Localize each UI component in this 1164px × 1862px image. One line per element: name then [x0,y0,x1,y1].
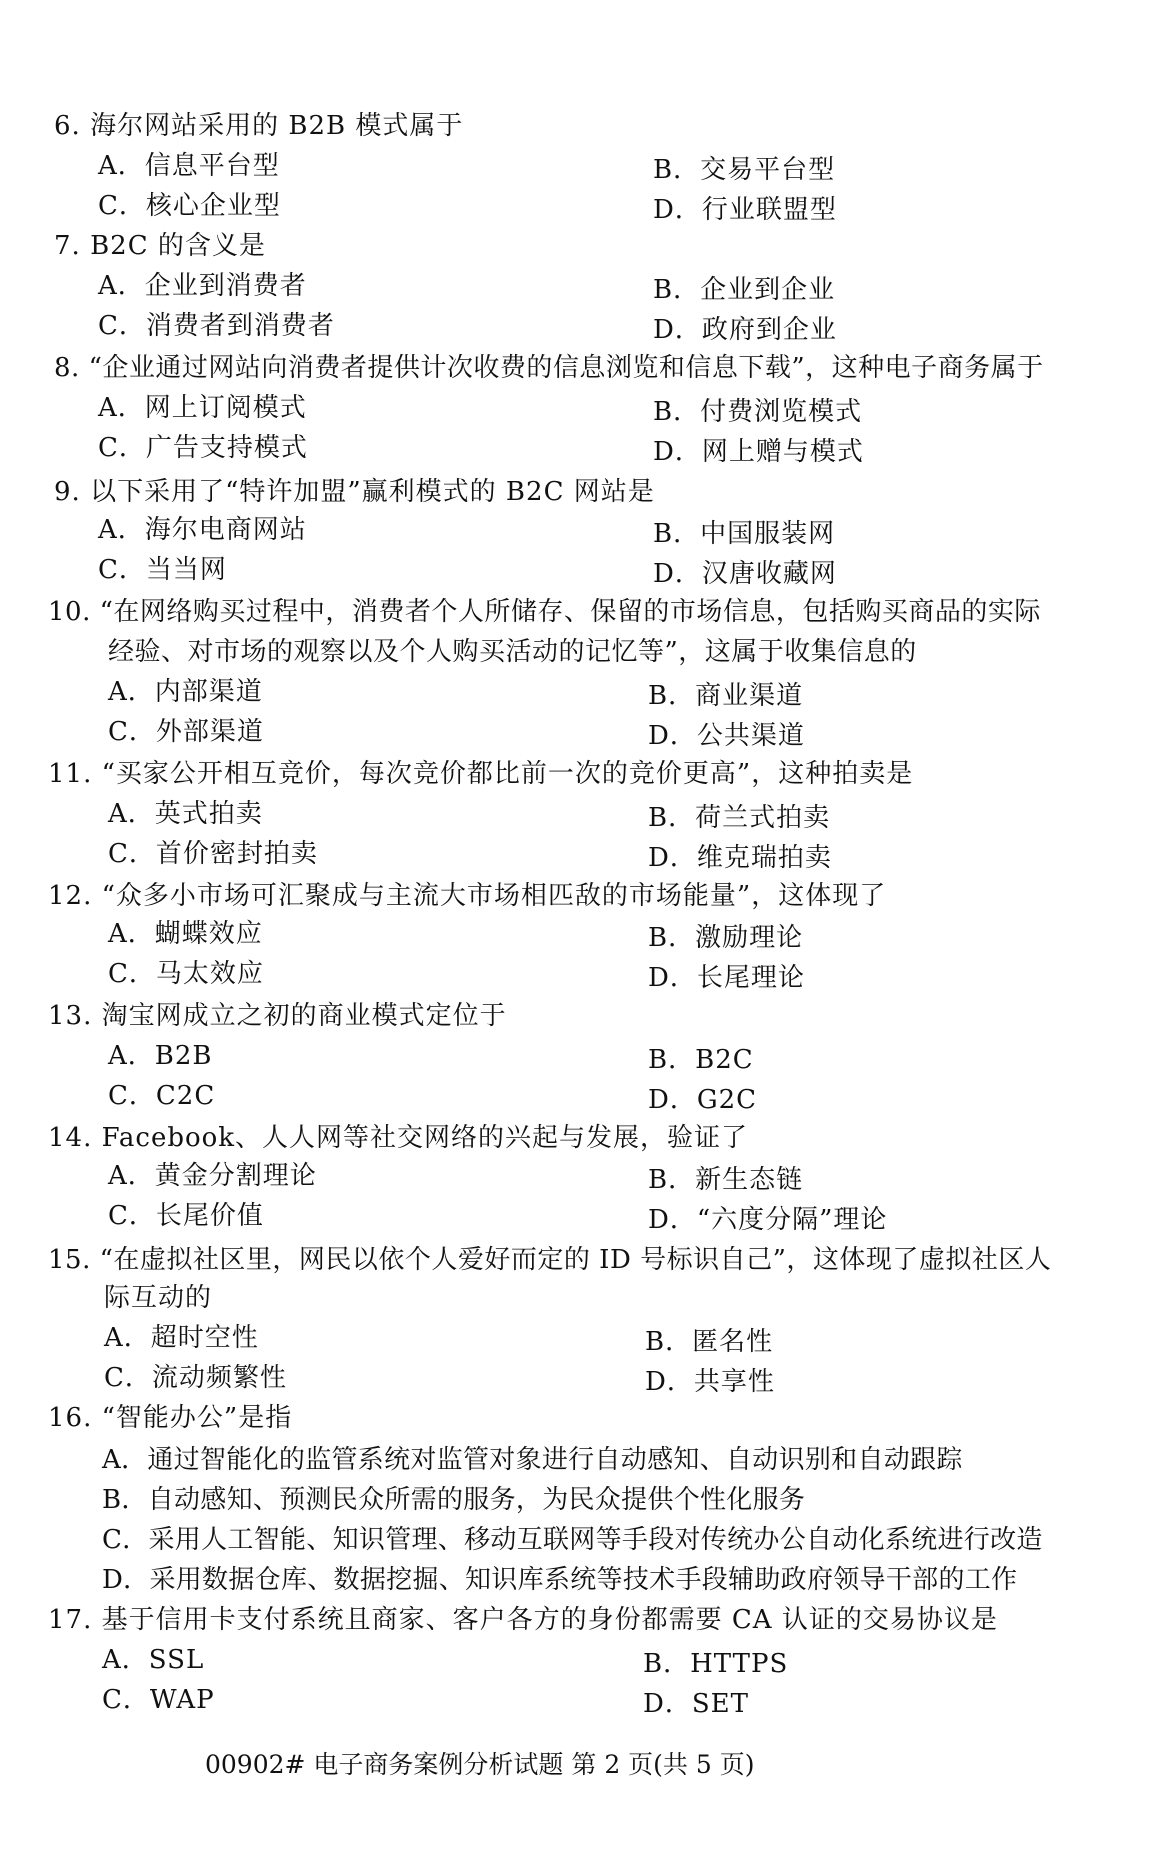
q13-option-d: D．G2C [648,1085,758,1115]
question-number: 9. [54,477,81,507]
q6-option-c: C．核心企业型 [98,191,281,221]
q10-option-a: A．内部渠道 [108,677,263,707]
q8-option-a: A．网上订阅模式 [98,393,307,423]
q15-option-a: A．超时空性 [104,1323,259,1353]
q8-option-b: B．付费浏览模式 [653,397,863,427]
q13-option-b: B．B2C [648,1045,754,1075]
q10-option-d: D．公共渠道 [648,721,805,751]
q16-option-d: D．采用数据仓库、数据挖掘、知识库系统等技术手段辅助政府领导干部的工作 [102,1565,1018,1595]
question-7-stem [54,230,266,262]
question-text: B2C 的含义是 [90,231,266,261]
q12-option-a: A．蝴蝶效应 [108,919,263,949]
question-text: Facebook、人人网等社交网络的兴起与发展，验证了 [101,1123,749,1153]
question-number: 11. [48,759,93,789]
q7-option-b: B．企业到企业 [653,275,836,305]
q14-option-d: D．“六度分隔”理论 [648,1205,888,1235]
question-text: “在网络购买过程中，消费者个人所储存、保留的市场信息，包括购买商品的实际 [99,597,1041,627]
question-number: 13. [48,1001,93,1031]
q11-option-d: D．维克瑞拍卖 [648,843,832,873]
question-number: 17. [48,1605,93,1635]
question-15-stem-line2: 际互动的 [104,1283,213,1313]
question-text: “在虚拟社区里，网民以依个人爱好而定的 ID 号标识自己”，这体现了虚拟社区人 [99,1245,1052,1275]
q16-option-a: A．通过智能化的监管系统对监管对象进行自动感知、自动识别和自动跟踪 [102,1445,963,1475]
question-14-stem [48,1122,748,1154]
question-text: 以下采用了“特许加盟”赢利模式的 B2C 网站是 [90,477,655,507]
q8-option-d: D．网上赠与模式 [653,437,864,467]
q15-option-c: C．流动频繁性 [104,1363,287,1393]
question-text: 海尔网站采用的 B2B 模式属于 [90,111,464,141]
q7-option-a: A．企业到消费者 [98,271,307,301]
q16-option-c: C．采用人工智能、知识管理、移动互联网等手段对传统办公自动化系统进行改造 [102,1525,1043,1555]
question-12-stem [48,880,886,912]
q9-option-c: C．当当网 [98,555,227,585]
question-17-stem [48,1604,998,1636]
q11-option-c: C．首价密封拍卖 [108,839,318,869]
question-text: “众多小市场可汇聚成与主流大市场相匹敌的市场能量”，这体现了 [101,881,887,911]
question-9-stem [54,476,655,508]
question-number: 16. [48,1403,93,1433]
question-number: 10. [48,597,91,627]
q15-option-b: B．匿名性 [645,1327,774,1357]
question-text: “买家公开相互竞价，每次竞价都比前一次的竞价更高”，这种拍卖是 [101,759,914,789]
q10-option-c: C．外部渠道 [108,717,264,747]
q17-option-d: D．SET [643,1689,749,1719]
question-text: 淘宝网成立之初的商业模式定位于 [101,1001,507,1031]
q14-option-c: C．长尾价值 [108,1201,264,1231]
q13-option-a: A．B2B [108,1041,213,1071]
question-11-stem [48,758,913,790]
q12-option-b: B．激励理论 [648,923,804,953]
q12-option-c: C．马太效应 [108,959,264,989]
q6-option-d: D．行业联盟型 [653,195,837,225]
question-13-stem [48,1000,507,1032]
question-16-stem [48,1402,292,1434]
question-text: “企业通过网站向消费者提供计次收费的信息浏览和信息下载”，这种电子商务属于 [88,353,1044,383]
q17-option-b: B．HTTPS [643,1649,789,1679]
question-6-stem [54,110,463,142]
q17-option-a: A．SSL [102,1645,205,1675]
q9-option-a: A．海尔电商网站 [98,515,307,545]
q15-option-d: D．共享性 [645,1367,775,1397]
q9-option-d: D．汉唐收藏网 [653,559,837,589]
q9-option-b: B．中国服装网 [653,519,836,549]
question-number: 12. [48,881,93,911]
q14-option-b: B．新生态链 [648,1165,804,1195]
q6-option-b: B．交易平台型 [653,155,836,185]
question-text: “智能办公”是指 [101,1403,293,1433]
q16-option-b: B．自动感知、预测民众所需的服务，为民众提供个性化服务 [102,1485,806,1515]
q17-option-c: C．WAP [102,1685,215,1715]
question-number: 14. [48,1123,93,1153]
q11-option-b: B．荷兰式拍卖 [648,803,831,833]
question-10-stem-line2: 经验、对市场的观察以及个人购买活动的记忆等”，这属于收集信息的 [108,637,917,667]
q7-option-d: D．政府到企业 [653,315,837,345]
q6-option-a: A．信息平台型 [98,151,280,181]
question-10-stem [48,596,1041,628]
question-15-stem [48,1244,1051,1276]
question-text: 基于信用卡支付系统且商家、客户各方的身份都需要 CA 认证的交易协议是 [101,1605,998,1635]
question-number: 6. [54,111,81,141]
q8-option-c: C．广告支持模式 [98,433,308,463]
question-number: 7. [54,231,81,261]
question-8-stem [54,352,1044,384]
q14-option-a: A．黄金分割理论 [108,1161,317,1191]
q7-option-c: C．消费者到消费者 [98,311,335,341]
q13-option-c: C．C2C [108,1081,216,1111]
q11-option-a: A．英式拍卖 [108,799,263,829]
q12-option-d: D．长尾理论 [648,963,805,993]
question-number: 15. [48,1245,91,1275]
q10-option-b: B．商业渠道 [648,681,804,711]
question-number: 8. [54,353,80,383]
page-footer: 00902# 电子商务案例分析试题 第 2 页(共 5 页) [205,1750,755,1779]
